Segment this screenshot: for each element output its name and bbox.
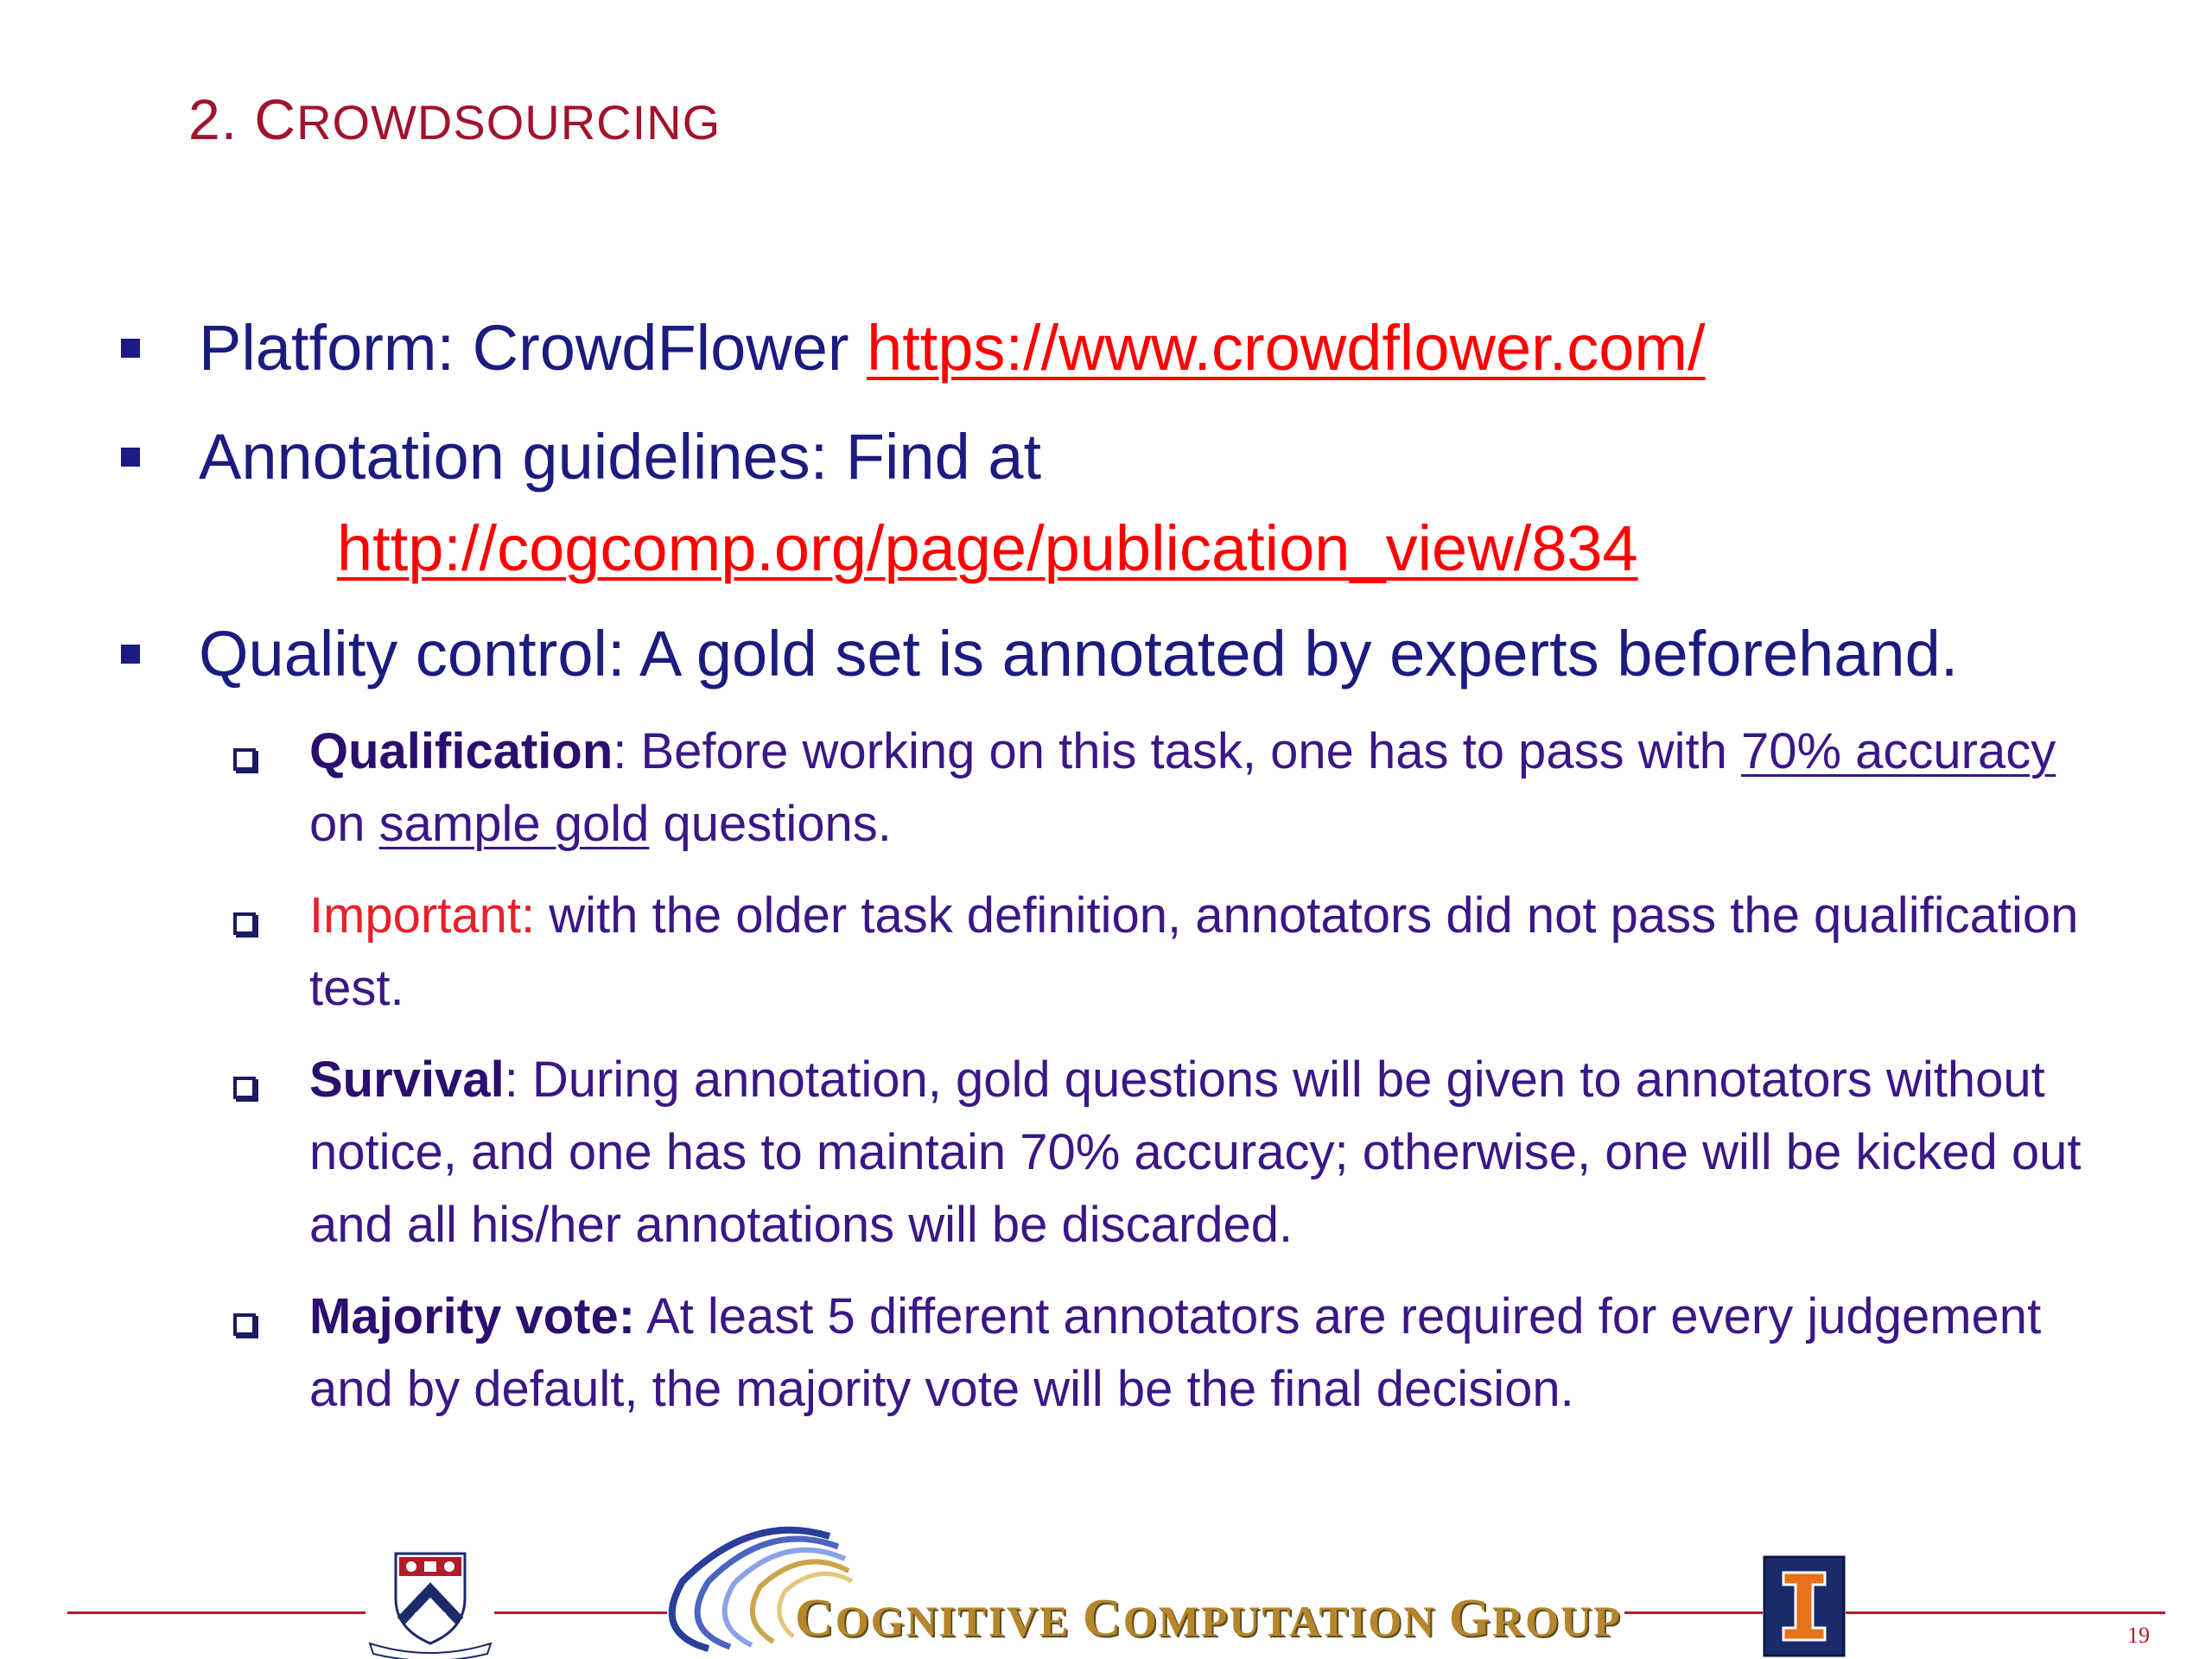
square-bullet-icon	[121, 339, 140, 358]
page-number: 19	[2127, 1623, 2150, 1648]
ccg-word-roup: ROUP	[1492, 1597, 1622, 1645]
title-rest: ROWDSOURCING	[296, 95, 721, 149]
sub-bullet-important	[309, 880, 2089, 1025]
survival-term: Survival	[309, 1052, 505, 1108]
footer-rule-mid	[494, 1611, 667, 1614]
footer-rule-far-right	[1846, 1611, 2165, 1614]
title-initial: C	[254, 87, 297, 151]
bullet-guidelines	[199, 422, 1041, 492]
qualification-term: Qualification	[309, 723, 613, 779]
hollow-square-bullet-icon	[233, 912, 256, 935]
ccg-word-ognitive: OGNITIVE	[835, 1597, 1083, 1645]
platform-label: Platform: CrowdFlower	[199, 312, 868, 384]
footer-rule-left	[67, 1611, 365, 1614]
ccg-wordmark	[795, 1588, 1622, 1649]
survival-text: : During annotation, gold questions will be given to annotators without notice, and one has to maintain 70% accuracy; otherwise, one will be kicked out and all his/her annotations will be discarded.	[309, 1052, 2082, 1253]
ccg-initial-c1: C	[795, 1589, 836, 1648]
crowdflower-link[interactable]: https://www.crowdflower.com/	[867, 312, 1706, 384]
qualification-text: : Before working on this task, one has to pass with	[613, 723, 1741, 779]
hollow-square-bullet-icon	[233, 1077, 256, 1099]
cognitive-computation-group-logo	[648, 1521, 1624, 1659]
sample-gold-underlined: sample gold	[378, 796, 650, 852]
qualification-text-end: questions.	[649, 796, 892, 852]
bullet-platform	[199, 313, 1706, 383]
slide-title	[188, 86, 721, 152]
title-number: 2.	[188, 87, 255, 151]
footer-rule-right	[1624, 1611, 1763, 1614]
important-text: with the older task definition, annotators did not pass the qualification test.	[309, 887, 2079, 1016]
square-bullet-icon	[121, 448, 140, 467]
sub-bullet-qualification	[309, 715, 2089, 861]
sub-bullet-majority	[309, 1281, 2089, 1426]
bullet-quality-control	[199, 619, 1958, 689]
guidelines-link-line	[337, 513, 1638, 583]
qualification-text-on: on	[309, 796, 379, 852]
quality-label: Quality control: A gold set is annotated by experts beforehand.	[199, 618, 1959, 690]
important-term: Important:	[309, 887, 536, 944]
hollow-square-bullet-icon	[233, 748, 256, 771]
guidelines-link[interactable]: http://cogcomp.org/page/publication_view/834	[337, 512, 1638, 584]
penn-shield-logo	[361, 1547, 499, 1659]
majority-term: Majority vote:	[309, 1288, 636, 1344]
ccg-word-omputation: OMPUTATION	[1122, 1597, 1449, 1645]
guidelines-label: Annotation guidelines: Find at	[199, 421, 1042, 493]
square-bullet-icon	[121, 645, 140, 664]
ccg-initial-g: G	[1448, 1589, 1492, 1648]
sub-bullet-survival	[309, 1044, 2089, 1262]
illinois-block-i-logo	[1763, 1555, 1846, 1657]
ccg-initial-c2: C	[1082, 1589, 1123, 1648]
accuracy-underlined: 70% accuracy	[1740, 723, 2056, 779]
hollow-square-bullet-icon	[233, 1313, 256, 1336]
majority-text: At least 5 different annotators are required for every judgement and by default, the majority vote will be the final decision.	[309, 1288, 2042, 1417]
